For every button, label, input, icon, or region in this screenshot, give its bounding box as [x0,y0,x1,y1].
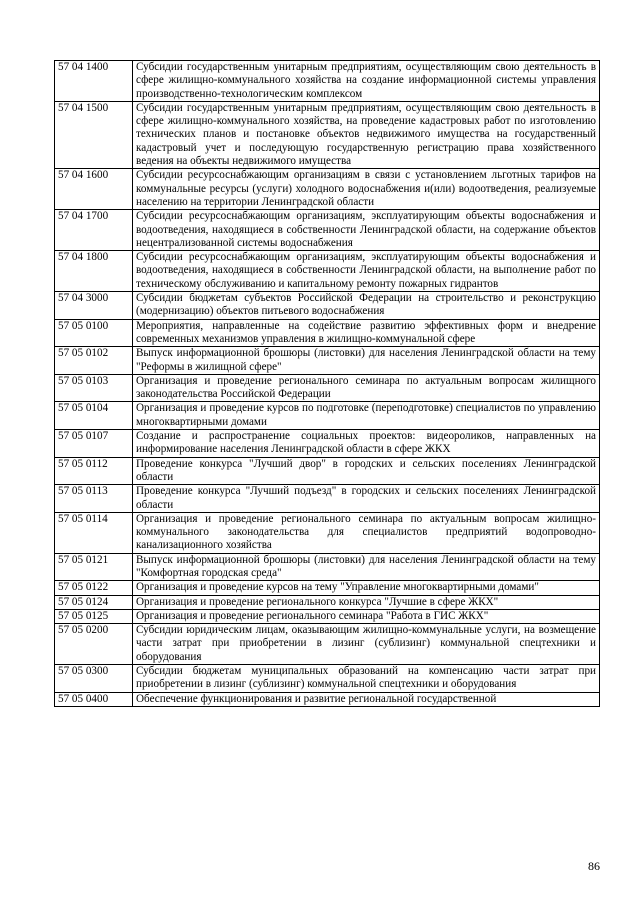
row-description: Субсидии государственным унитарным предприятиям, осуществляющим свою деятельность в сфере жилищно-коммунального хозяйства на создание информационной системы управления производственно-технологическим комплексом [133,61,600,102]
table-row [55,553,600,581]
table-row [55,169,600,210]
row-description: Субсидии юридическим лицам, оказывающим жилищно-коммунальные услуги, на возмещение части затрат при приобретении в лизинг (сублизинг) коммунальной спецтехники и оборудования [133,624,600,665]
row-code: 57 05 0107 [55,430,133,458]
row-description: Субсидии ресурсоснабжающим организациям, эксплуатирующим объекты водоснабжения и водоотведения, находящиеся в собственности Ленинградской области, на выполнение работ по техническому обслуживанию и капитальному ремонту пожарных гидрантов [133,251,600,292]
table-row [55,292,600,320]
row-code: 57 05 0103 [55,374,133,402]
row-description: Организация и проведение курсов на тему "Управление многоквартирными домами" [133,581,600,595]
row-code: 57 05 0125 [55,609,133,623]
table-row [55,61,600,102]
row-description: Создание и распространение социальных проектов: видеороликов, направленных на информирование населения Ленинградской области в сфере ЖКХ [133,430,600,458]
budget-codes-table [54,60,600,707]
table-row [55,692,600,706]
row-code: 57 05 0121 [55,553,133,581]
row-code: 57 05 0113 [55,485,133,513]
table-row [55,319,600,347]
table-row [55,665,600,693]
row-code: 57 05 0112 [55,457,133,485]
row-code: 57 05 0104 [55,402,133,430]
row-code: 57 05 0114 [55,512,133,553]
table-row [55,402,600,430]
table-row [55,210,600,251]
table-row [55,609,600,623]
row-code: 57 04 1800 [55,251,133,292]
row-code: 57 05 0300 [55,665,133,693]
row-description: Субсидии ресурсоснабжающим организациям в связи с установлением льготных тарифов на коммунальные ресурсы (услуги) холодного водоснабжения и(или) водоотведения, реализуемые населению на территории Ленинградской области [133,169,600,210]
row-code: 57 05 0400 [55,692,133,706]
row-description: Субсидии бюджетам субъектов Российской Федерации на строительство и реконструкцию (модернизацию) объектов питьевого водоснабжения [133,292,600,320]
table-row [55,101,600,168]
row-description: Организация и проведение регионального семинара "Работа в ГИС ЖКХ" [133,609,600,623]
row-code: 57 05 0200 [55,624,133,665]
row-description: Организация и проведение курсов по подготовке (переподготовке) специалистов по управлению многоквартирными домами [133,402,600,430]
row-code: 57 05 0122 [55,581,133,595]
table-row [55,251,600,292]
row-code: 57 05 0124 [55,595,133,609]
row-description: Субсидии ресурсоснабжающим организациям, эксплуатирующим объекты водоснабжения и водоотведения, находящиеся в собственности Ленинградской области, на содержание объектов нецентрализованной системы водоснабжения [133,210,600,251]
row-description: Обеспечение функционирования и развитие региональной государственной [133,692,600,706]
row-code: 57 04 1400 [55,61,133,102]
row-description: Проведение конкурса "Лучший двор" в городских и сельских поселениях Ленинградской области [133,457,600,485]
row-code: 57 05 0100 [55,319,133,347]
table-row [55,347,600,375]
row-description: Выпуск информационной брошюры (листовки) для населения Ленинградской области на тему "Реформы в жилищной сфере" [133,347,600,375]
table-row [55,512,600,553]
row-description: Организация и проведение регионального семинара по актуальным вопросам жилищного законодательства Российской Федерации [133,374,600,402]
table-row [55,595,600,609]
row-description: Выпуск информационной брошюры (листовки) для населения Ленинградской области на тему "Комфортная городская среда" [133,553,600,581]
table-row [55,430,600,458]
table-row [55,485,600,513]
row-description: Организация и проведение регионального конкурса "Лучшие в сфере ЖКХ" [133,595,600,609]
row-description: Мероприятия, направленные на содействие развитию эффективных форм и внедрение современных механизмов управления в жилищно-коммунальной сфере [133,319,600,347]
table-row [55,457,600,485]
row-description: Субсидии государственным унитарным предприятиям, осуществляющим свою деятельность в сфере жилищно-коммунального хозяйства, на проведение кадастровых работ по изготовлению технических планов и постановке объектов недвижимого имущества на государственный кадастровый учет и последующую государственную регистрацию права хозяйственного ведения на объекты недвижимого имущества [133,101,600,168]
table-row [55,581,600,595]
row-code: 57 04 1500 [55,101,133,168]
row-description: Организация и проведение регионального семинара по актуальным вопросам жилищно-коммунального законодательства для специалистов предприятий водопроводно-канализационного хозяйства [133,512,600,553]
row-code: 57 04 1600 [55,169,133,210]
row-code: 57 05 0102 [55,347,133,375]
table-row [55,374,600,402]
row-description: Проведение конкурса "Лучший подъезд" в городских и сельских поселениях Ленинградской области [133,485,600,513]
row-description: Субсидии бюджетам муниципальных образований на компенсацию части затрат при приобретении в лизинг (сублизинг) коммунальной спецтехники и оборудования [133,665,600,693]
row-code: 57 04 1700 [55,210,133,251]
table-row [55,624,600,665]
page-number: 86 [588,859,600,873]
row-code: 57 04 3000 [55,292,133,320]
budget-codes-table-body [55,61,600,707]
